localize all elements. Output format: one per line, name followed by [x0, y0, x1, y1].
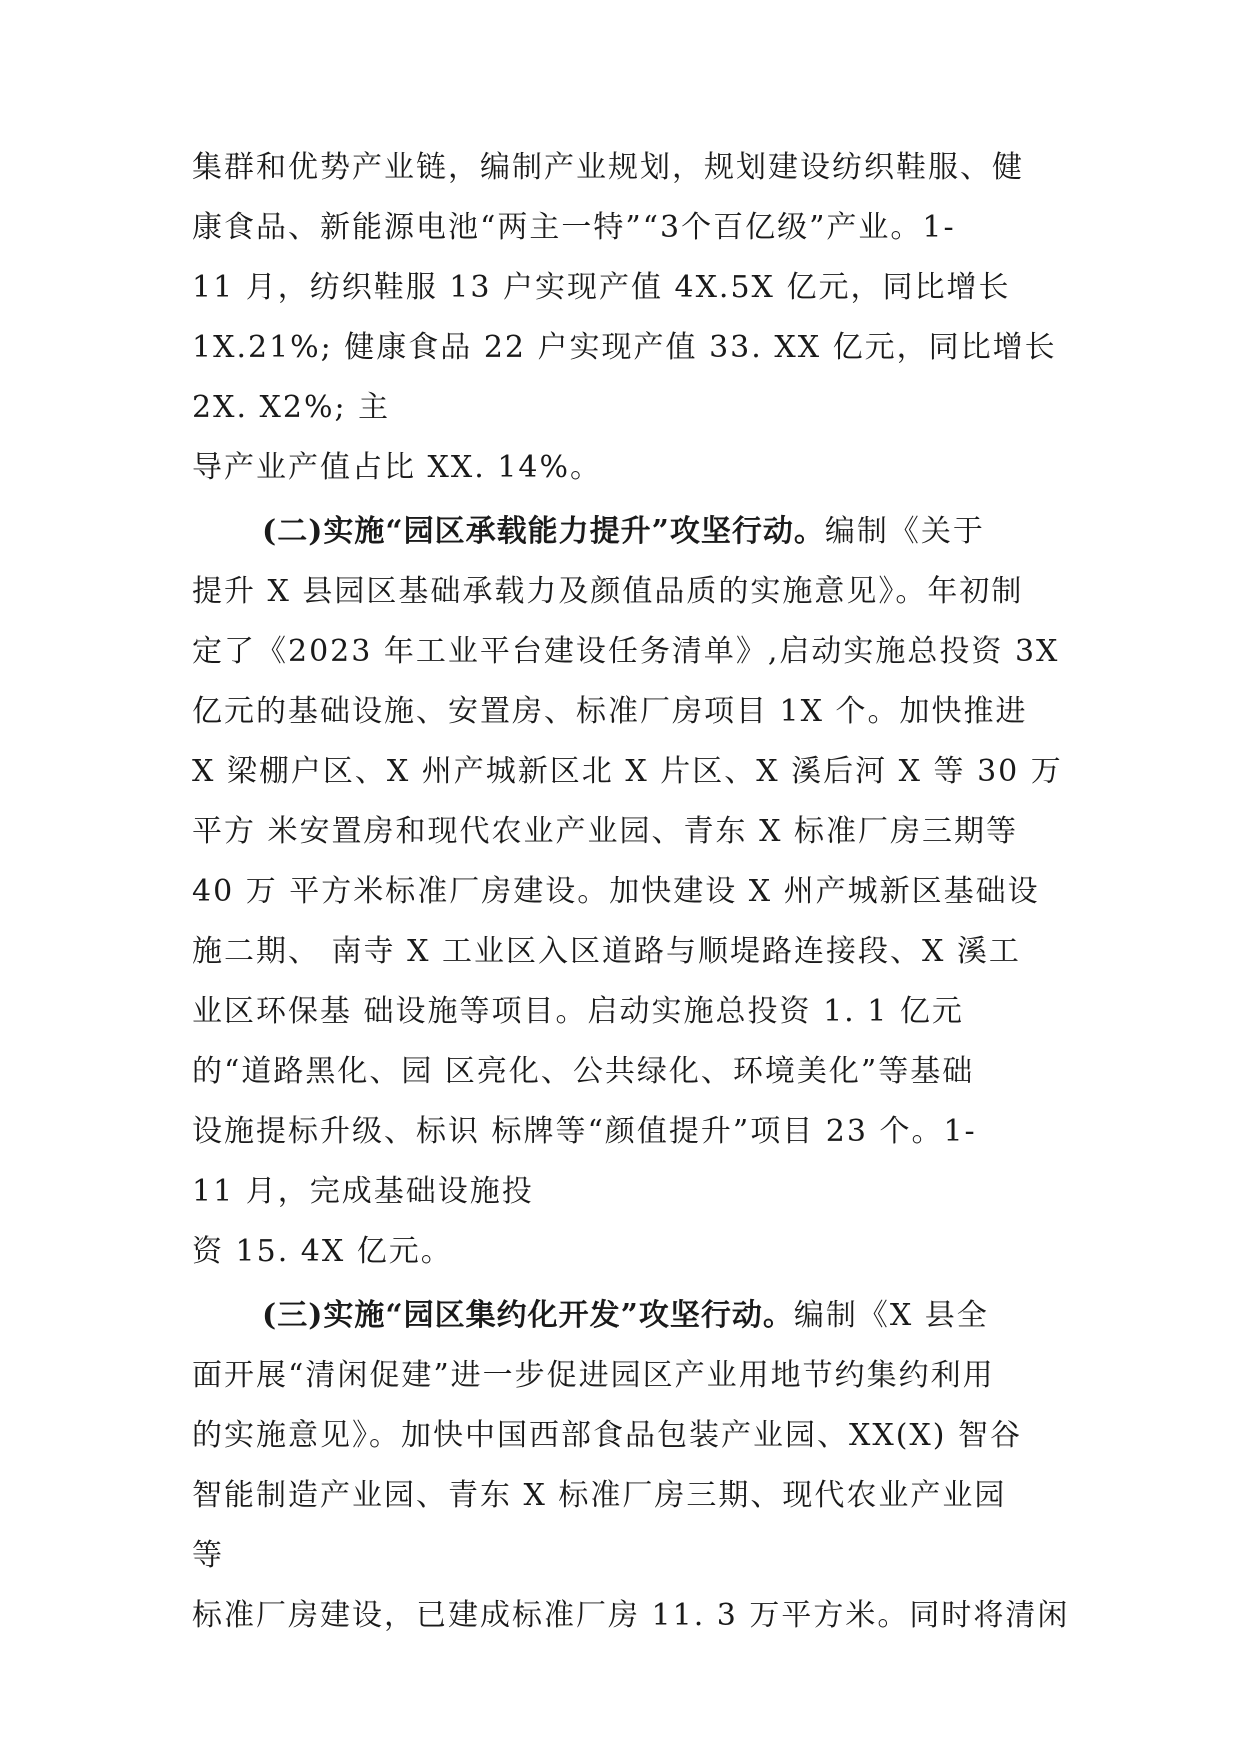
body-line: X 梁棚户区、X 州产城新区北 X 片区、X 溪后河 X 等 30 万: [192, 754, 1063, 789]
section-3-paragraph-start: [262, 1296, 989, 1336]
body-line: 业区环保基 础设施等项目。启动实施总投资 1. 1 亿元: [192, 994, 964, 1029]
body-line: 的“道路黑化、园 区亮化、公共绿化、环境美化”等基础: [192, 1054, 975, 1089]
section-3-heading: (三)实施“园区集约化开发”攻坚行动。: [262, 1298, 794, 1333]
body-line: 导产业产值占比 XX. 14%。: [192, 450, 603, 485]
body-line: 资 15. 4X 亿元。: [192, 1234, 453, 1269]
body-line: 智能制造产业园、青东 X 标准厂房三期、现代农业产业园: [192, 1478, 1007, 1513]
body-line: 提升 X 县园区基础承载力及颜值品质的实施意见》。年初制: [192, 574, 1024, 609]
body-line: 平方 米安置房和现代农业产业园、青东 X 标准厂房三期等: [192, 814, 1018, 849]
body-line: 设施提标升级、标识 标牌等“颜值提升”项目 23 个。1-: [192, 1114, 977, 1149]
body-text: 编制《X 县全: [793, 1298, 989, 1333]
body-line: 施二期、 南寺 X 工业区入区道路与顺堤路连接段、X 溪工: [192, 934, 1021, 969]
body-line: 标准厂房建设，已建成标准厂房 11. 3 万平方米。同时将清闲: [192, 1598, 1070, 1633]
body-line: 亿元的基础设施、安置房、标准厂房项目 1X 个。加快推进: [192, 694, 1028, 729]
body-line: 1X.21%; 健康食品 22 户实现产值 33. XX 亿元，同比增长: [192, 330, 1057, 365]
body-line: 的实施意见》。加快中国西部食品包装产业园、XX(X) 智谷: [192, 1418, 1023, 1453]
body-line: 11 月，完成基础设施投: [192, 1174, 534, 1209]
body-line: 集群和优势产业链，编制产业规划，规划建设纺织鞋服、健: [192, 150, 1024, 185]
body-line: 11 月，纺织鞋服 13 户实现产值 4X.5X 亿元，同比增长: [192, 270, 1011, 305]
body-line: 等: [192, 1538, 224, 1573]
body-line: 康食品、新能源电池“两主一特”“3个百亿级”产业。1-: [192, 210, 956, 245]
body-text: 编制《关于: [824, 514, 985, 549]
body-line: 2X. X2%; 主: [192, 390, 391, 425]
body-line: 面开展“清闲促建”进一步促进园区产业用地节约集约利用: [192, 1358, 995, 1393]
body-line: 40 万 平方米标准厂房建设。加快建设 X 州产城新区基础设: [192, 874, 1040, 909]
section-2-paragraph-start: [262, 512, 985, 552]
body-line: 定了《2023 年工业平台建设任务清单》,启动实施总投资 3X: [192, 634, 1060, 669]
section-2-heading: (二)实施“园区承载能力提升”攻坚行动。: [262, 514, 825, 549]
